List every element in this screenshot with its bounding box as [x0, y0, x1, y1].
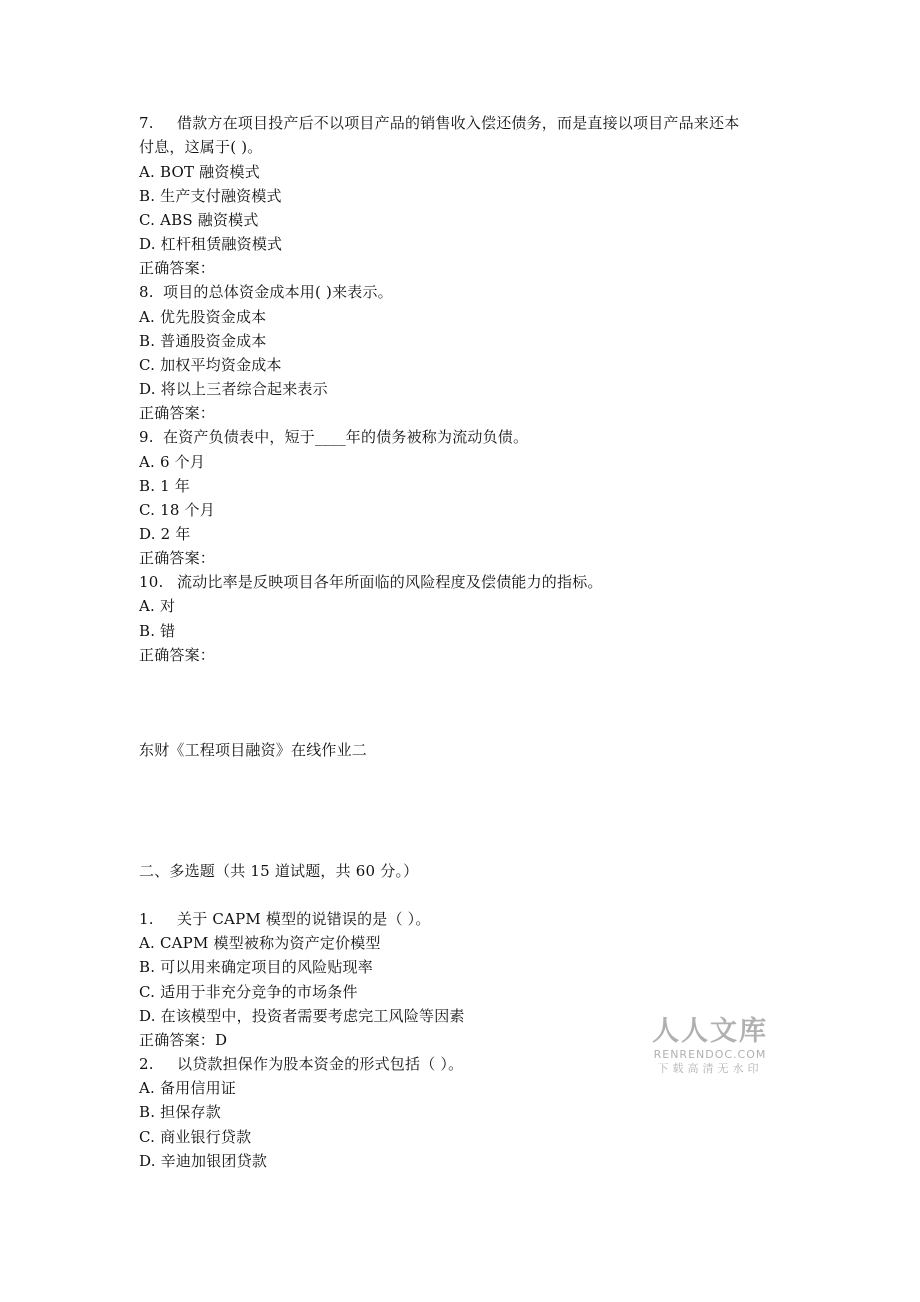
question-10-option-b: B. 错 — [139, 622, 176, 640]
question-number: 8. — [139, 283, 154, 301]
question-number: 7. — [139, 114, 154, 132]
question-7-stem-line2: 付息，这属于( )。 — [139, 138, 263, 156]
question-8-option-a: A. 优先股资金成本 — [139, 308, 267, 326]
question-10-stem: 10. 流动比率是反映项目各年所面临的风险程度及偿债能力的指标。 — [139, 570, 603, 594]
section-header: 二、多选题（共 15 道试题，共 60 分。） — [139, 862, 419, 880]
multi-question-1-option-d: D. 在该模型中，投资者需要考虑完工风险等因素 — [139, 1007, 465, 1025]
question-8-option-c: C. 加权平均资金成本 — [139, 356, 282, 374]
question-9-stem: 9. 在资产负债表中，短于____年的债务被称为流动负债。 — [139, 425, 528, 449]
question-7-option-a: A. BOT 融资模式 — [139, 163, 260, 181]
multi-question-2-option-b: B. 担保存款 — [139, 1103, 221, 1121]
question-9-option-a: A. 6 个月 — [139, 453, 206, 471]
question-number: 2. — [139, 1055, 154, 1073]
question-7-option-c: C. ABS 融资模式 — [139, 211, 259, 229]
multi-question-1-answer: 正确答案：D — [139, 1031, 228, 1049]
question-8-option-d: D. 将以上三者综合起来表示 — [139, 380, 328, 398]
question-7-option-d: D. 杠杆租赁融资模式 — [139, 235, 283, 253]
question-9-option-b: B. 1 年 — [139, 477, 191, 495]
question-10-option-a: A. 对 — [139, 597, 176, 615]
question-9-option-d: D. 2 年 — [139, 525, 191, 543]
question-8-stem: 8. 项目的总体资金成本用( )来表示。 — [139, 280, 393, 304]
question-number: 10. — [139, 573, 164, 591]
question-8-answer: 正确答案： — [139, 404, 216, 422]
question-7-option-b: B. 生产支付融资模式 — [139, 187, 282, 205]
watermark-url: RENRENDOC.COM — [653, 1048, 767, 1061]
watermark-title: 人人文库 — [652, 1016, 768, 1047]
multi-question-2-option-c: C. 商业银行贷款 — [139, 1128, 252, 1146]
question-7-stem-line1: 7. 借款方在项目投产后不以项目产品的销售收入偿还债务，而是直接以项目产品来还本 — [139, 111, 739, 135]
multi-question-2-option-d: D. 辛迪加银团贷款 — [139, 1152, 268, 1170]
question-number: 1. — [139, 910, 154, 928]
question-10-answer: 正确答案： — [139, 646, 216, 664]
multi-question-1-stem: 1. 关于 CAPM 模型的说错误的是（ ）。 — [139, 907, 431, 931]
assignment-title: 东财《工程项目融资》在线作业二 — [139, 741, 368, 759]
question-9-option-c: C. 18 个月 — [139, 501, 215, 519]
question-8-option-b: B. 普通股资金成本 — [139, 332, 267, 350]
multi-question-1-option-b: B. 可以用来确定项目的风险贴现率 — [139, 958, 373, 976]
question-7-answer: 正确答案： — [139, 259, 216, 277]
question-9-answer: 正确答案： — [139, 549, 216, 567]
watermark-subtitle: 下载高清无水印 — [657, 1062, 763, 1075]
question-number: 9. — [139, 428, 154, 446]
multi-question-1-option-a: A. CAPM 模型被称为资产定价模型 — [139, 934, 381, 952]
multi-question-1-option-c: C. 适用于非充分竞争的市场条件 — [139, 983, 358, 1001]
renrendoc-watermark — [646, 1016, 774, 1078]
multi-question-2-stem: 2. 以贷款担保作为股本资金的形式包括（ ）。 — [139, 1052, 463, 1076]
multi-question-2-option-a: A. 备用信用证 — [139, 1079, 236, 1097]
